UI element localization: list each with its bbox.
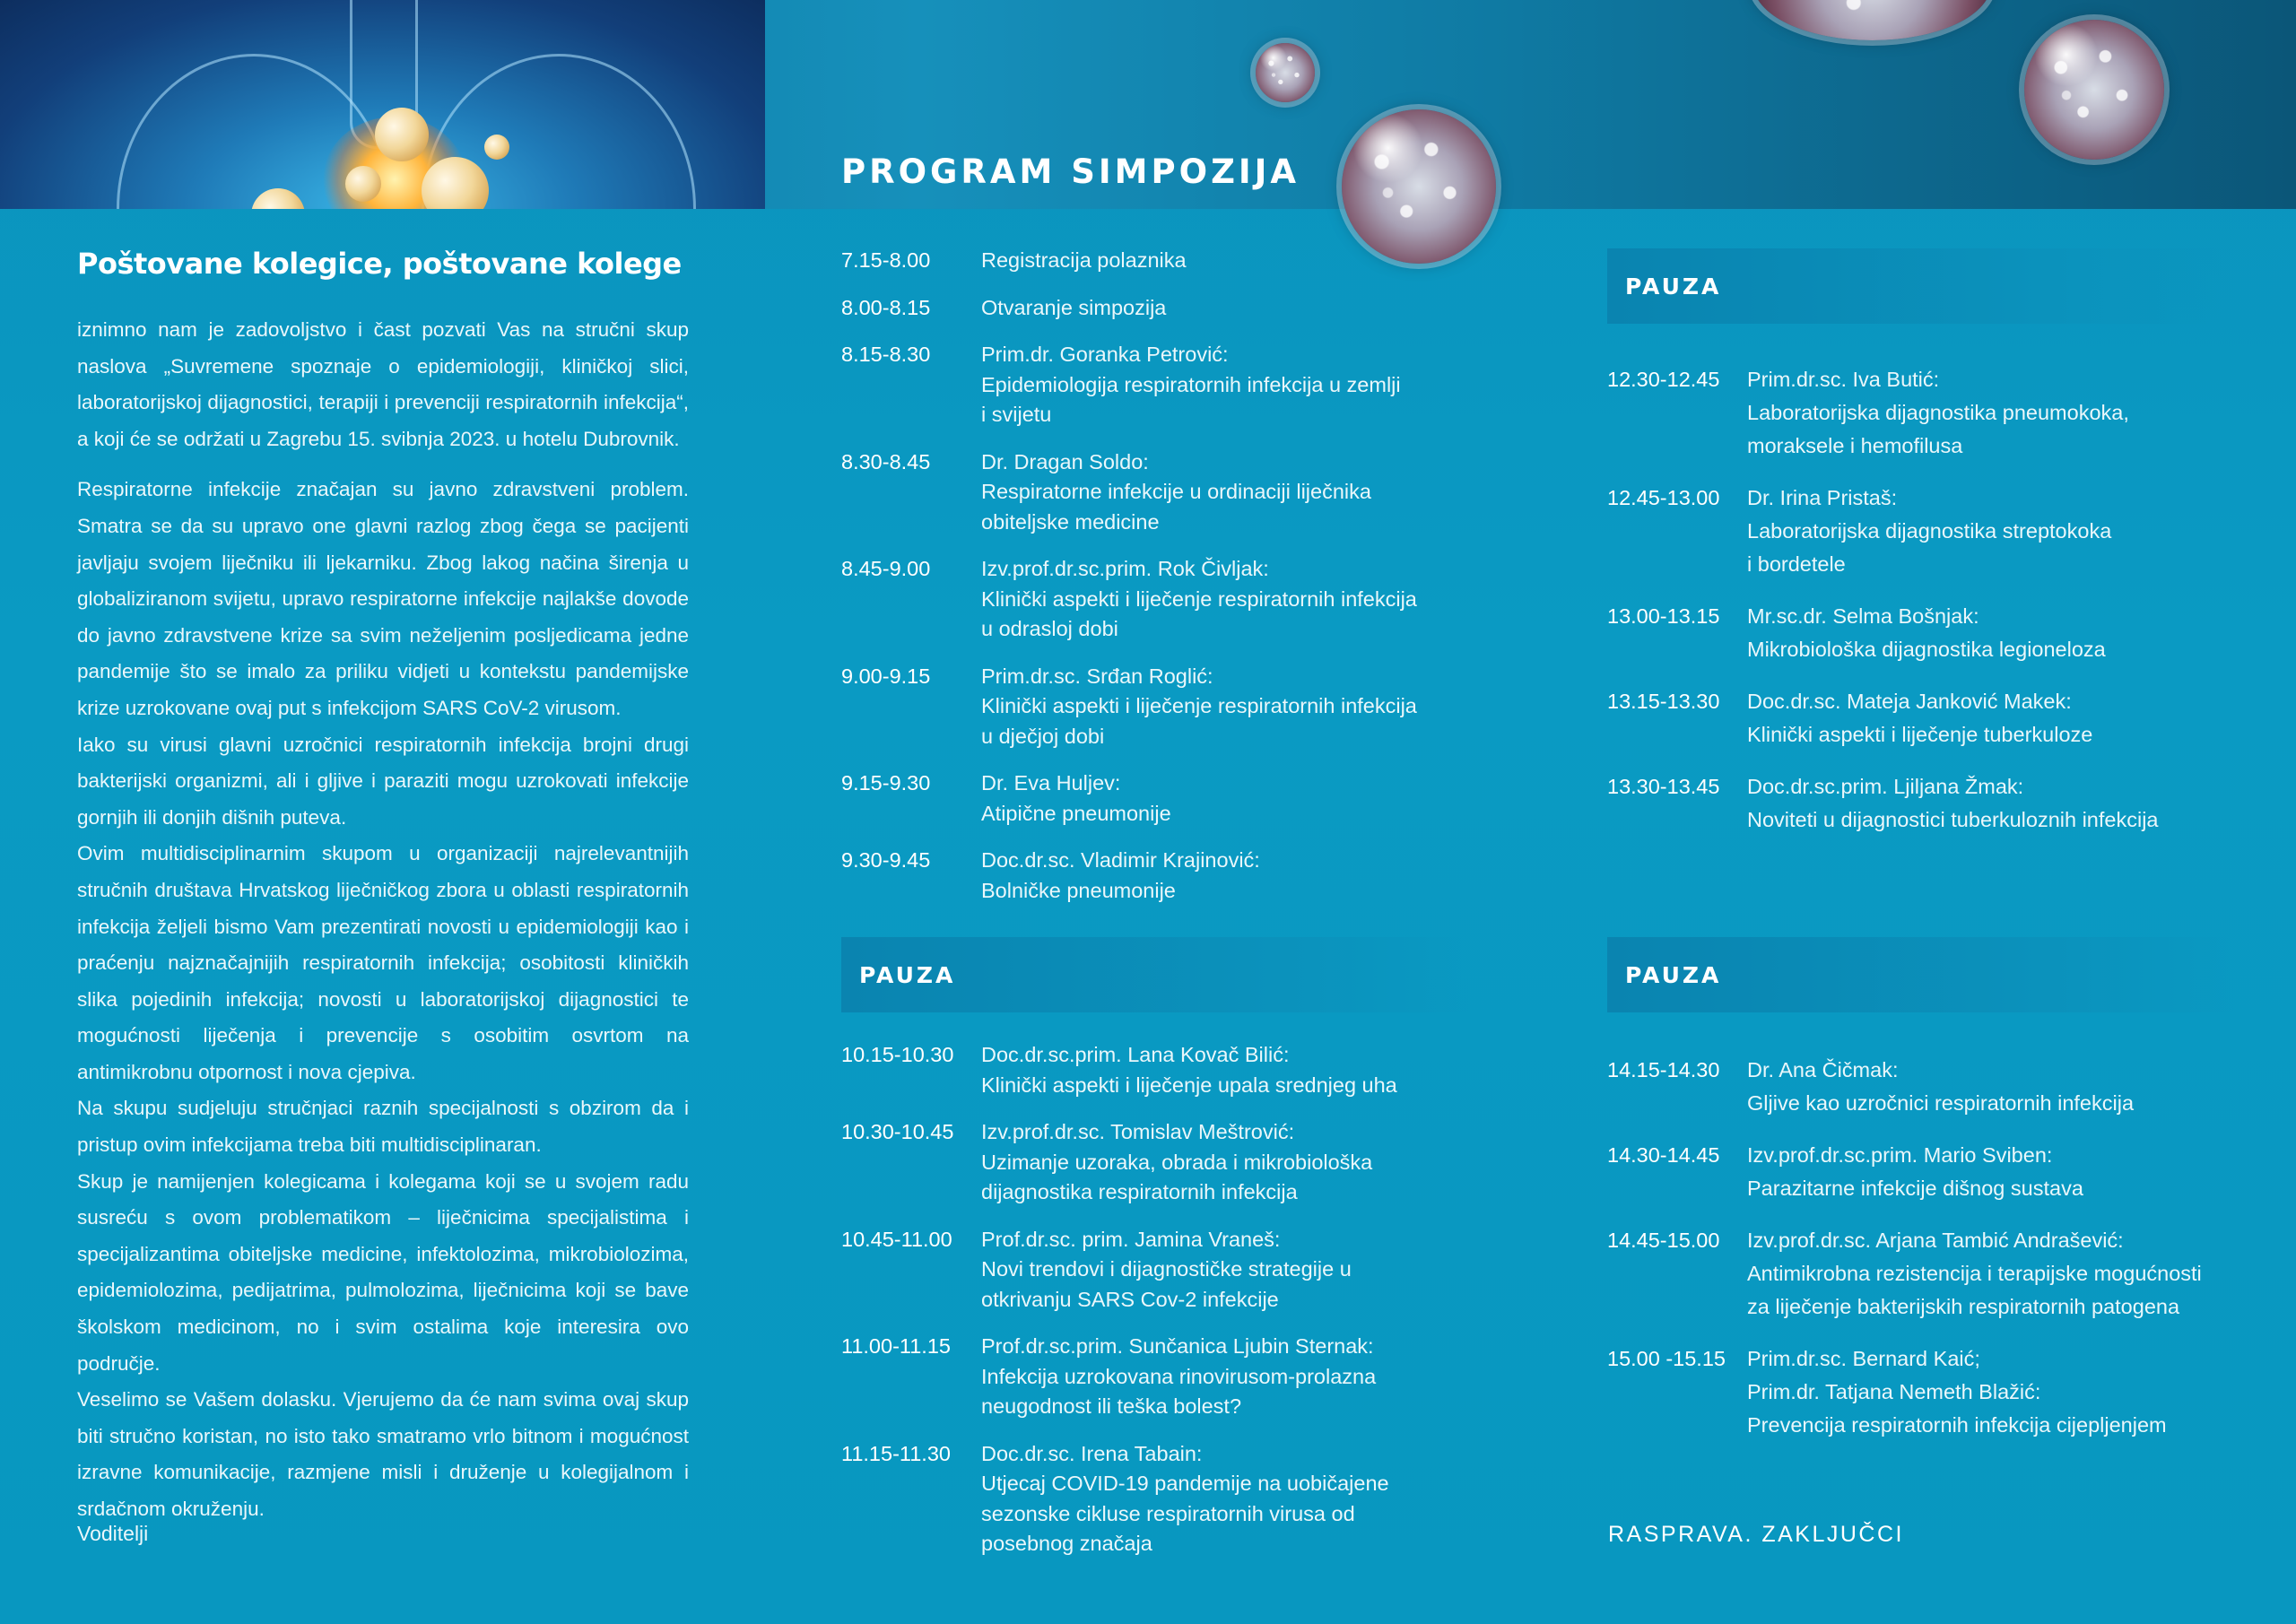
schedule-item bbox=[841, 1225, 1469, 1316]
schedule-description bbox=[981, 293, 1469, 324]
letter-line: i praćenju najznačajnijih respiratornih infekcija; osobitosti kliničkih bbox=[77, 915, 689, 975]
pause-label: PAUZA bbox=[1625, 961, 1722, 988]
lecture-title-line: Klinički aspekti i liječenje respiratornih infekcija bbox=[981, 586, 1417, 611]
letter-line: mogućnosti liječenja i prevencije s osobitim osvrtom na antimikrobnu bbox=[77, 1024, 689, 1083]
speaker-name: Dr. Eva Huljev: bbox=[981, 771, 1121, 795]
letter-line: otpornost i nova cjepiva. bbox=[198, 1060, 416, 1083]
letter-line: iznimno nam je zadovoljstvo i čast pozvati Vas na stručni skup naslova bbox=[77, 318, 689, 378]
schedule-time: 9.00-9.15 bbox=[841, 664, 931, 688]
lecture-title-line: i svijetu bbox=[981, 403, 1052, 426]
letter-line: „Suvremene spoznaje o epidemiologiji, kliničkoj slici, laboratorijskoj bbox=[77, 354, 689, 414]
schedule-item bbox=[1607, 1054, 2235, 1120]
lecture-title-line: Infekcija uzrokovana rinovirusom-prolazna bbox=[981, 1364, 1377, 1388]
letter-paragraph bbox=[77, 312, 689, 457]
letter-line: održati u Zagrebu 15. svibnja 2023. u hotelu Dubrovnik. bbox=[183, 427, 680, 450]
speaker-name: Doc.dr.sc.prim. Ljiljana Žmak: bbox=[1747, 775, 2024, 798]
schedule-description bbox=[1747, 685, 2235, 751]
schedule-time: 15.00 -15.15 bbox=[1607, 1347, 1726, 1370]
schedule-item bbox=[1607, 1139, 2235, 1205]
schedule-time: 10.30-10.45 bbox=[841, 1120, 954, 1143]
virus-particle bbox=[1256, 43, 1315, 102]
letter-paragraph bbox=[77, 1090, 689, 1163]
program-title: PROGRAM SIMPOZIJA bbox=[841, 152, 1300, 191]
letter-line: Iako su virusi glavni uzročnici respiratornih infekcija brojni drugi bbox=[77, 733, 689, 756]
lecture-title-line: sezonske cikluse respiratornih virusa od bbox=[981, 1501, 1355, 1525]
virus-particle bbox=[2024, 20, 2164, 160]
schedule-time: 13.15-13.30 bbox=[1607, 690, 1720, 713]
letter-paragraph bbox=[77, 1382, 689, 1527]
letter-paragraph bbox=[77, 727, 689, 837]
lecture-title-line: Uzimanje uzoraka, obrada i mikrobiološka bbox=[981, 1150, 1373, 1174]
schedule-item bbox=[841, 846, 1469, 906]
lecture-title-line: za liječenje bakterijskih respiratornih patogena bbox=[1747, 1295, 2180, 1318]
speaker-name: Prim.dr. Goranka Petrović: bbox=[981, 343, 1229, 366]
schedule-description bbox=[981, 1040, 1469, 1100]
letter-line: biti stručno koristan, no isto tako smatramo vrlo bitnom i mogućnost bbox=[77, 1424, 689, 1447]
letter-paragraph bbox=[77, 836, 689, 1090]
schedule-description bbox=[981, 662, 1469, 752]
lecture-title-line: Antimikrobna rezistencija i terapijske mogućnosti bbox=[1747, 1262, 2202, 1285]
letter-line: slika pojedinih infekcija; novosti u laboratorijskoj dijagnostici te bbox=[77, 987, 689, 1011]
lecture-title-line: otkrivanju SARS Cov-2 infekcije bbox=[981, 1287, 1279, 1311]
letter-line: Ovim multidisciplinarnim skupom u organizaciji najrelevantnijih bbox=[77, 842, 689, 865]
letter-line: globaliziranom svijetu, upravo respiratorne infekcije najlakše dovode bbox=[77, 587, 689, 611]
schedule-time: 9.15-9.30 bbox=[841, 771, 931, 795]
letter-line: pristup ovim infekcijama treba biti multidisciplinaran. bbox=[77, 1133, 542, 1157]
letter-line: Na skupu sudjeluju stručnjaci raznih specijalnosti s obzirom da i bbox=[77, 1097, 689, 1120]
schedule-time: 8.00-8.15 bbox=[841, 295, 931, 319]
schedule-time: 14.45-15.00 bbox=[1607, 1229, 1720, 1252]
schedule-description bbox=[1747, 363, 2235, 463]
letter-line: gornjih ili donjih dišnih puteva. bbox=[77, 805, 347, 829]
lecture-title-line: dijagnostika respiratornih infekcija bbox=[981, 1180, 1298, 1203]
speaker-name: Doc.dr.sc.prim. Lana Kovač Bilić: bbox=[981, 1043, 1290, 1066]
lecture-title-line: Parazitarne infekcije dišnog sustava bbox=[1747, 1177, 2083, 1200]
schedule-item bbox=[841, 1332, 1469, 1422]
letter-line: infekcija željeli bismo Vam prezentirati novosti u epidemiologiji kao bbox=[77, 915, 678, 938]
speaker-name: Registracija polaznika bbox=[981, 248, 1187, 272]
schedule-description bbox=[981, 340, 1469, 430]
schedule-description bbox=[1747, 600, 2235, 666]
bacteria-cell bbox=[345, 166, 381, 202]
lecture-title-line: Atipične pneumonije bbox=[981, 801, 1171, 825]
letter-line: srdačnom okruženju. bbox=[77, 1498, 265, 1520]
lecture-title-line: Noviteti u dijagnostici tuberkuloznih infekcija bbox=[1747, 808, 2159, 831]
letter-line: dijagnostici, terapiji i prevenciji respiratornih infekcija“, a koji će se bbox=[77, 391, 689, 450]
letter-line: Respiratorne infekcije značajan su javno zdravstveni problem. bbox=[77, 478, 689, 501]
lecture-title-line: Prim.dr. Tatjana Nemeth Blažić: bbox=[1747, 1380, 2041, 1403]
schedule-description bbox=[981, 1225, 1469, 1316]
schedule-item bbox=[841, 246, 1469, 276]
speaker-name: Prof.dr.sc. prim. Jamina Vraneš: bbox=[981, 1227, 1281, 1251]
letter-line: stručnih društava Hrvatskog liječničkog zbora u oblasti respiratornih bbox=[77, 878, 689, 901]
schedule-description bbox=[981, 1439, 1469, 1559]
schedule-description bbox=[981, 554, 1469, 645]
speaker-name: Prim.dr.sc. Srđan Roglić: bbox=[981, 664, 1213, 688]
pause-label: PAUZA bbox=[1625, 273, 1722, 300]
speaker-name: Prim.dr.sc. Bernard Kaić; bbox=[1747, 1347, 1980, 1370]
speaker-name: Doc.dr.sc. Vladimir Krajinović: bbox=[981, 848, 1260, 872]
lecture-title-line: Mikrobiološka dijagnostika legioneloza bbox=[1747, 638, 2106, 661]
schedule-time: 14.30-14.45 bbox=[1607, 1143, 1720, 1167]
speaker-name: Izv.prof.dr.sc. Arjana Tambić Andrašević: bbox=[1747, 1229, 2124, 1252]
pause-label: PAUZA bbox=[859, 961, 956, 988]
schedule-time: 12.30-12.45 bbox=[1607, 368, 1720, 391]
letter-line: Smatra se da su upravo one glavni razlog zbog čega se pacijenti bbox=[77, 514, 689, 537]
lecture-title-line: u dječjoj dobi bbox=[981, 724, 1105, 748]
pause-banner bbox=[1607, 937, 2235, 1012]
letter-line: bakterijski organizmi, ali i gljive i paraziti mogu uzrokovati infekcije bbox=[77, 769, 689, 793]
letter-paragraph bbox=[77, 472, 689, 726]
schedule-item bbox=[1607, 600, 2235, 666]
lecture-title-line: Laboratorijska dijagnostika streptokoka bbox=[1747, 519, 2112, 543]
speaker-name: Prof.dr.sc.prim. Sunčanica Ljubin Sternak: bbox=[981, 1334, 1374, 1358]
lecture-title-line: i bordetele bbox=[1747, 552, 1846, 576]
lecture-title-line: Gljive kao uzročnici respiratornih infekcija bbox=[1747, 1091, 2135, 1115]
lecture-title-line: u odrasloj dobi bbox=[981, 617, 1118, 640]
lecture-title-line: Bolničke pneumonije bbox=[981, 878, 1176, 902]
schedule-item bbox=[1607, 482, 2235, 581]
pause-banner bbox=[841, 937, 1469, 1012]
schedule-item bbox=[841, 1439, 1469, 1559]
letter-line: krize uzrokovane ovaj put s infekcijom SARS CoV-2 virusom. bbox=[77, 696, 622, 719]
schedule-description bbox=[1747, 1342, 2235, 1442]
letter-line: epidemiolozima, pedijatrima, pulmolozima, liječnicima koji se bave bbox=[77, 1279, 689, 1302]
letter-line: specijalizantima obiteljske medicine, infektolozima, mikrobiolozima, bbox=[77, 1242, 689, 1265]
letter-line: javljaju svojem liječniku ili ljekarniku. Zbog lakog načina širenja u bbox=[77, 551, 689, 574]
speaker-name: Dr. Irina Pristaš: bbox=[1747, 486, 1898, 509]
lecture-title-line: Laboratorijska dijagnostika pneumokoka, bbox=[1747, 401, 2129, 424]
schedule-item bbox=[841, 447, 1469, 538]
letter-line: Veselimo se Vašem dolasku. Vjerujemo da će nam svima ovaj skup bbox=[77, 1388, 689, 1411]
schedule-time: 8.30-8.45 bbox=[841, 449, 931, 473]
letter-paragraph bbox=[77, 1164, 689, 1383]
lecture-title-line: Novi trendovi i dijagnostičke strategije u bbox=[981, 1257, 1352, 1281]
schedule-description bbox=[981, 246, 1469, 276]
letter-line: izravne komunikacije, razmjene misli i druženje u kolegijalnom i bbox=[77, 1461, 689, 1484]
schedule-morning-1 bbox=[841, 246, 1469, 923]
greeting-heading: Poštovane kolegice, poštovane kolege bbox=[77, 247, 682, 281]
schedule-time: 8.45-9.00 bbox=[841, 557, 931, 580]
schedule-time: 12.45-13.00 bbox=[1607, 486, 1720, 509]
schedule-item bbox=[1607, 1342, 2235, 1442]
speaker-name: Mr.sc.dr. Selma Bošnjak: bbox=[1747, 604, 1979, 628]
speaker-name: Doc.dr.sc. Irena Tabain: bbox=[981, 1441, 1203, 1465]
schedule-item bbox=[841, 1040, 1469, 1100]
schedule-afternoon bbox=[1607, 1054, 2235, 1461]
speaker-name: Izv.prof.dr.sc.prim. Rok Čivljak: bbox=[981, 557, 1269, 580]
lecture-title-line: Klinički aspekti i liječenje upala srednjeg uha bbox=[981, 1073, 1397, 1097]
schedule-item bbox=[1607, 1224, 2235, 1324]
schedule-midday bbox=[1607, 363, 2235, 855]
letter-line: do javno zdravstvene krize sa svim neželjenim posljedicama jedne bbox=[77, 623, 689, 647]
schedule-description bbox=[1747, 482, 2235, 581]
schedule-description bbox=[981, 846, 1469, 906]
lecture-title-line: posebnog značaja bbox=[981, 1532, 1152, 1555]
virus-particle bbox=[1342, 109, 1496, 264]
schedule-item bbox=[841, 769, 1469, 829]
lecture-title-line: Klinički aspekti i liječenje respiratornih infekcija bbox=[981, 694, 1417, 717]
schedule-item bbox=[841, 662, 1469, 752]
invitation-letter bbox=[77, 312, 689, 1528]
schedule-item bbox=[1607, 685, 2235, 751]
schedule-item bbox=[841, 293, 1469, 324]
schedule-item bbox=[841, 554, 1469, 645]
schedule-description bbox=[1747, 1054, 2235, 1120]
schedule-item bbox=[841, 1117, 1469, 1208]
schedule-time: 7.15-8.00 bbox=[841, 248, 931, 272]
schedule-item bbox=[1607, 363, 2235, 463]
schedule-description bbox=[981, 447, 1469, 538]
pause-banner bbox=[1607, 248, 2235, 324]
schedule-time: 13.30-13.45 bbox=[1607, 775, 1720, 798]
schedule-time: 13.00-13.15 bbox=[1607, 604, 1720, 628]
schedule-time: 8.15-8.30 bbox=[841, 343, 931, 366]
schedule-time: 14.15-14.30 bbox=[1607, 1058, 1720, 1081]
lecture-title-line: Prevencija respiratornih infekcija cijepljenjem bbox=[1747, 1413, 2167, 1437]
speaker-name: Otvaranje simpozija bbox=[981, 295, 1167, 319]
closing-discussion: RASPRAVA. ZAKLJUČCI bbox=[1608, 1522, 1904, 1547]
lecture-title-line: Utjecaj COVID-19 pandemije na uobičajene bbox=[981, 1472, 1389, 1495]
letter-line: pandemije što se imalo za priliku vidjeti u kontekstu pandemijske bbox=[77, 660, 689, 683]
lecture-title-line: obiteljske medicine bbox=[981, 509, 1160, 534]
letter-line: susreću s ovom problematikom – liječnicima specijalistima i bbox=[77, 1206, 689, 1229]
schedule-time: 10.45-11.00 bbox=[841, 1227, 952, 1251]
schedule-time: 11.00-11.15 bbox=[841, 1334, 951, 1358]
bacteria-cell bbox=[484, 135, 509, 160]
letter-line: školskom medicinom, no i svim ostalima koje interesira ovo područje. bbox=[77, 1316, 689, 1375]
speaker-name: Izv.prof.dr.sc.prim. Mario Sviben: bbox=[1747, 1143, 2053, 1167]
lecture-title-line: Epidemiologija respiratornih infekcija u zemlji bbox=[981, 372, 1401, 396]
lecture-title-line: neugodnost ili teška bolest? bbox=[981, 1394, 1242, 1418]
schedule-time: 11.15-11.30 bbox=[841, 1441, 951, 1465]
speaker-name: Doc.dr.sc. Mateja Janković Makek: bbox=[1747, 690, 2072, 713]
schedule-description bbox=[1747, 1139, 2235, 1205]
lecture-title-line: Respiratorne infekcije u ordinaciji liječnika bbox=[981, 480, 1371, 503]
speaker-name: Dr. Dragan Soldo: bbox=[981, 449, 1149, 473]
lecture-title-line: Klinički aspekti i liječenje tuberkuloze bbox=[1747, 723, 2093, 746]
header-band bbox=[0, 0, 2296, 209]
speaker-name: Izv.prof.dr.sc. Tomislav Meštrović: bbox=[981, 1120, 1295, 1143]
schedule-morning-2 bbox=[841, 1040, 1469, 1576]
schedule-description bbox=[981, 1117, 1469, 1208]
speaker-name: Dr. Ana Čičmak: bbox=[1747, 1058, 1899, 1081]
schedule-description bbox=[1747, 770, 2235, 837]
letter-line: Skup je namijenjen kolegicama i kolegama koji se u svojem radu bbox=[77, 1169, 689, 1193]
schedule-item bbox=[841, 340, 1469, 430]
schedule-description bbox=[1747, 1224, 2235, 1324]
schedule-time: 9.30-9.45 bbox=[841, 848, 931, 872]
schedule-description bbox=[981, 1332, 1469, 1422]
schedule-item bbox=[1607, 770, 2235, 837]
schedule-description bbox=[981, 769, 1469, 829]
bacteria-cell bbox=[375, 108, 429, 161]
schedule-time: 10.15-10.30 bbox=[841, 1043, 954, 1066]
lungs-illustration bbox=[0, 0, 765, 209]
speaker-name: Prim.dr.sc. Iva Butić: bbox=[1747, 368, 1940, 391]
virus-particle bbox=[1753, 0, 1991, 40]
lecture-title-line: moraksele i hemofilusa bbox=[1747, 434, 1963, 457]
signature: Voditelji bbox=[77, 1522, 149, 1545]
